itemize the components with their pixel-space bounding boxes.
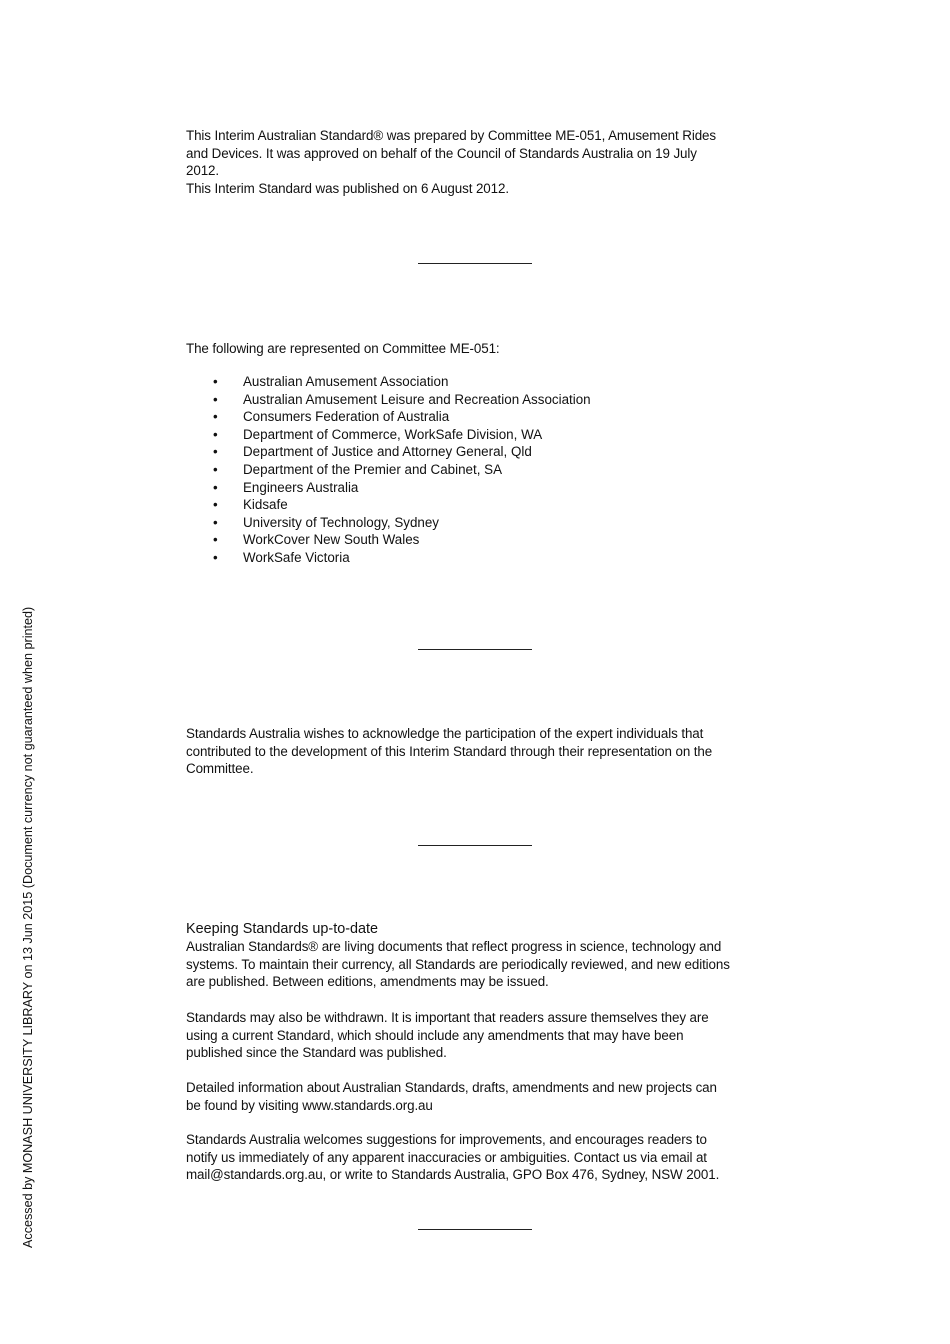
paragraph-line: Australian Standards® are living documents that reflect progress in science, technology and: [186, 939, 722, 954]
committee-member-list: [186, 373, 746, 567]
paragraph-text: , or write to Standards Australia, GPO Box 476, Sydney, NSW 2001.: [322, 1167, 720, 1183]
list-item: • Kidsafe: [186, 496, 746, 514]
committee-intro: The following are represented on Committee ME-051:: [186, 341, 500, 356]
list-item: • Department of the Premier and Cabinet, SA: [186, 461, 746, 479]
section-divider: [418, 1229, 532, 1230]
withdrawn-paragraph: [186, 1009, 776, 1062]
preparation-paragraph: [186, 127, 776, 197]
paragraph-line: Standards may also be withdrawn. It is important that readers assure themselves they are: [186, 1010, 709, 1025]
access-watermark-note: Accessed by MONASH UNIVERSITY LIBRARY on 13 Jun 2015 (Document currency not guaranteed when printed): [21, 606, 35, 1248]
paragraph-line: are published. Between editions, amendments may be issued.: [186, 974, 549, 990]
list-item: • Engineers Australia: [186, 479, 746, 497]
paragraph-line: [186, 1097, 776, 1115]
acknowledgement-line: Standards Australia wishes to acknowledge the participation of the expert individuals that: [186, 726, 704, 741]
list-item: • Australian Amusement Leisure and Recreation Association: [186, 391, 746, 409]
paragraph-line: using a current Standard, which should include any amendments that may have been: [186, 1027, 684, 1043]
acknowledgement-paragraph: [186, 725, 776, 778]
acknowledgement-line: Committee.: [186, 761, 254, 777]
paragraph-line: notify us immediately of any apparent inaccuracies or ambiguities. Contact us via email at: [186, 1149, 707, 1165]
paragraph-line: published since the Standard was published.: [186, 1045, 447, 1061]
preparation-line: This Interim Australian Standard® was prepared by Committee ME-051, Amusement Rides: [186, 128, 716, 143]
list-item: • Department of Justice and Attorney General, Qld: [186, 443, 746, 461]
paragraph-line: Detailed information about Australian Standards, drafts, amendments and new projects can: [186, 1080, 717, 1095]
email-link[interactable]: mail@standards.org.au: [186, 1167, 323, 1183]
list-item: • Consumers Federation of Australia: [186, 408, 746, 426]
list-item: • Department of Commerce, WorkSafe Division, WA: [186, 426, 746, 444]
section-divider: [418, 649, 532, 650]
website-link[interactable]: www.standards.org.au: [302, 1097, 433, 1113]
living-documents-paragraph: [186, 938, 776, 991]
section-divider: [418, 263, 532, 264]
paragraph-line: Standards Australia welcomes suggestions for improvements, and encourages readers to: [186, 1132, 707, 1147]
preparation-line: 2012.: [186, 163, 220, 179]
detailed-information-paragraph: [186, 1079, 776, 1114]
preparation-line: and Devices. It was approved on behalf of the Council of Standards Australia on 19 July: [186, 145, 697, 161]
publication-line: This Interim Standard was published on 6 August 2012.: [186, 180, 509, 196]
paragraph-line: [186, 1166, 776, 1184]
acknowledgement-line: contributed to the development of this Interim Standard through their representation on the: [186, 743, 713, 759]
keeping-standards-heading: Keeping Standards up-to-date: [186, 921, 379, 937]
paragraph-text: be found by visiting: [186, 1097, 303, 1113]
suggestions-paragraph: [186, 1131, 776, 1184]
list-item: • WorkSafe Victoria: [186, 549, 746, 567]
list-item: • WorkCover New South Wales: [186, 531, 746, 549]
section-divider: [418, 845, 532, 846]
list-item: • Australian Amusement Association: [186, 373, 746, 391]
paragraph-line: systems. To maintain their currency, all Standards are periodically reviewed, and new editions: [186, 956, 730, 972]
list-item: • University of Technology, Sydney: [186, 514, 746, 532]
